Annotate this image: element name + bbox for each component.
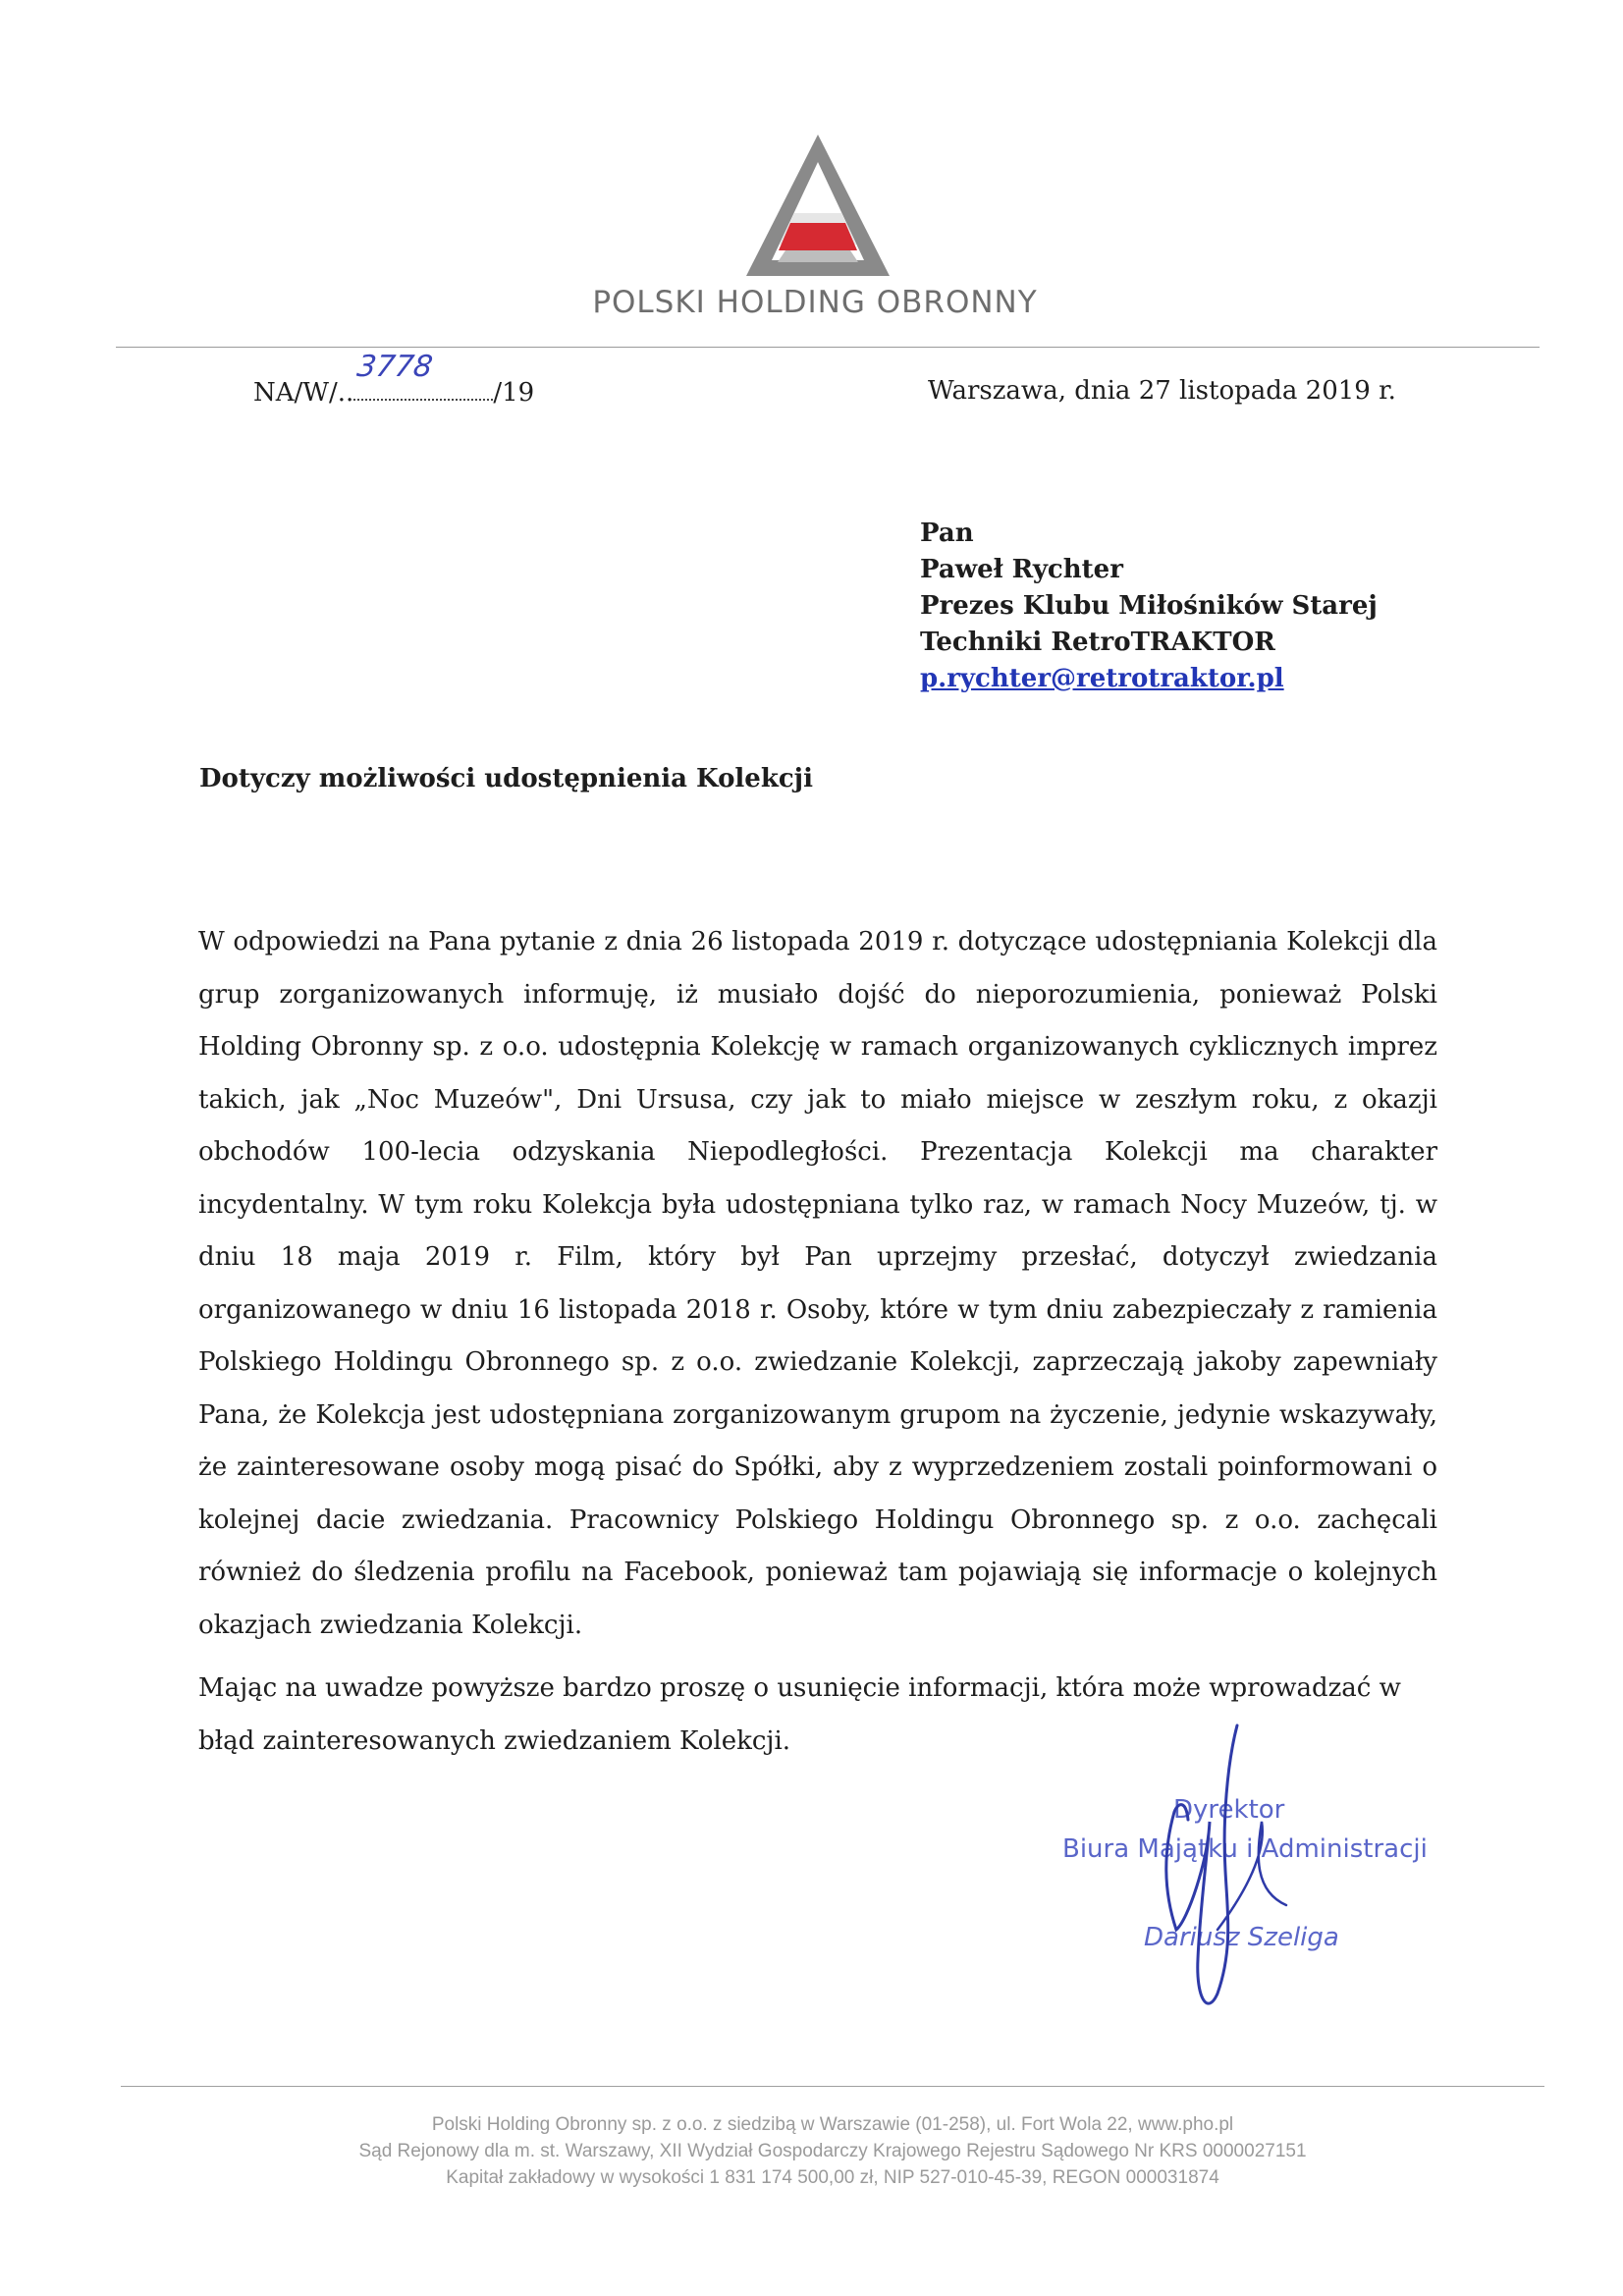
- letter-subject: Dotyczy możliwości udostępnienia Kolekcji: [199, 764, 813, 793]
- footer-line-3: Kapitał zakładowy w wysokości 1 831 174 500,00 zł, NIP 527-010-45-39, REGON 000031874: [446, 2167, 1219, 2188]
- addressee-title-line2: Techniki RetroTRAKTOR: [920, 628, 1275, 657]
- reference-number-field: [353, 350, 493, 401]
- reference-number: [253, 350, 535, 408]
- body-paragraph-2: Mając na uwadze powyższe bardzo proszę o usunięcie informacji, która może wprowadzać w błąd zainteresowanych zwiedzaniem Kolekcji.: [198, 1673, 1401, 1756]
- addressee-title-line1: Prezes Klubu Miłośników Starej: [920, 591, 1378, 621]
- body-paragraph-1: W odpowiedzi na Pana pytanie z dnia 26 listopada 2019 r. dotyczące udostępniania Kolekcji dla grup zorganizowanych informuję, iż musiało dojść do nieporozumienia, ponieważ Polski Holding Obronny sp. z o.o. udostępnia Kolekcję w ramach organizowanych cyklicznych imprez takich, jak „Noc Muzeów", Dni Ursusa, czy jak to miało miejsce w zeszłym roku, z okazji obchodów 100-lecia odzyskania Niepodległości. Prezentacja Kolekcji ma charakter incydentalny. W tym roku Kolekcja była udostępniana tylko raz, w ramach Nocy Muzeów, tj. w dniu 18 maja 2019 r. Film, który był Pan uprzejmy przesłać, dotyczył zwiedzania organizowanego w dniu 16 listopada 2018 r. Osoby, które w tym dniu zabezpieczały z ramienia Polskiego Holdingu Obronnego sp. z o.o. zwiedzanie Kolekcji, zaprzeczają jakoby zapewniały Pana, że Kolekcja jest udostępniana zorganizowanym grupom na życzenie, jedynie wskazywały, że zainteresowane osoby mogą pisać do Spółki, aby z wyprzedzeniem zostali poinformowani o kolejnej dacie zwiedzania. Pracownicy Polskiego Holdingu Obronnego sp. z o.o. zachęcali również do śledzenia profilu na Facebook, ponieważ tam pojawiają się informacje o kolejnych okazjach zwiedzania Kolekcji.: [198, 927, 1437, 1640]
- handwritten-signature: [1060, 1704, 1453, 2018]
- addressee-block: [920, 516, 1378, 697]
- stamp-department: Biura Majątku i Administracji: [1062, 1834, 1428, 1864]
- footer-line-2: Sąd Rejonowy dla m. st. Warszawy, XII Wydział Gospodarczy Krajowego Rejestru Sądowego Nr KRS 0000027151: [358, 2141, 1307, 2161]
- footer-divider: [121, 2086, 1544, 2087]
- triangle-logo-icon: [744, 133, 892, 278]
- place-date: Warszawa, dnia 27 listopada 2019 r.: [928, 376, 1396, 406]
- footer: [121, 2111, 1544, 2191]
- stamp-position: Dyrektor: [1173, 1795, 1285, 1825]
- addressee-salutation: Pan: [920, 519, 974, 548]
- footer-line-1: Polski Holding Obronny sp. z o.o. z siedzibą w Warszawie (01-258), ul. Fort Wola 22, www.pho.pl: [431, 2114, 1234, 2135]
- reference-suffix: /19: [493, 378, 535, 408]
- header-divider: [116, 347, 1540, 348]
- stamp-name: Dariusz Szeliga: [1144, 1923, 1339, 1952]
- reference-prefix: NA/W/..: [253, 378, 354, 408]
- addressee-email-link[interactable]: p.rychter@retrotraktor.pl: [920, 664, 1284, 693]
- addressee-name: Paweł Rychter: [920, 555, 1123, 584]
- handwritten-reference-number: 3778: [354, 350, 436, 384]
- company-name: POLSKI HOLDING OBRONNY: [592, 285, 1038, 320]
